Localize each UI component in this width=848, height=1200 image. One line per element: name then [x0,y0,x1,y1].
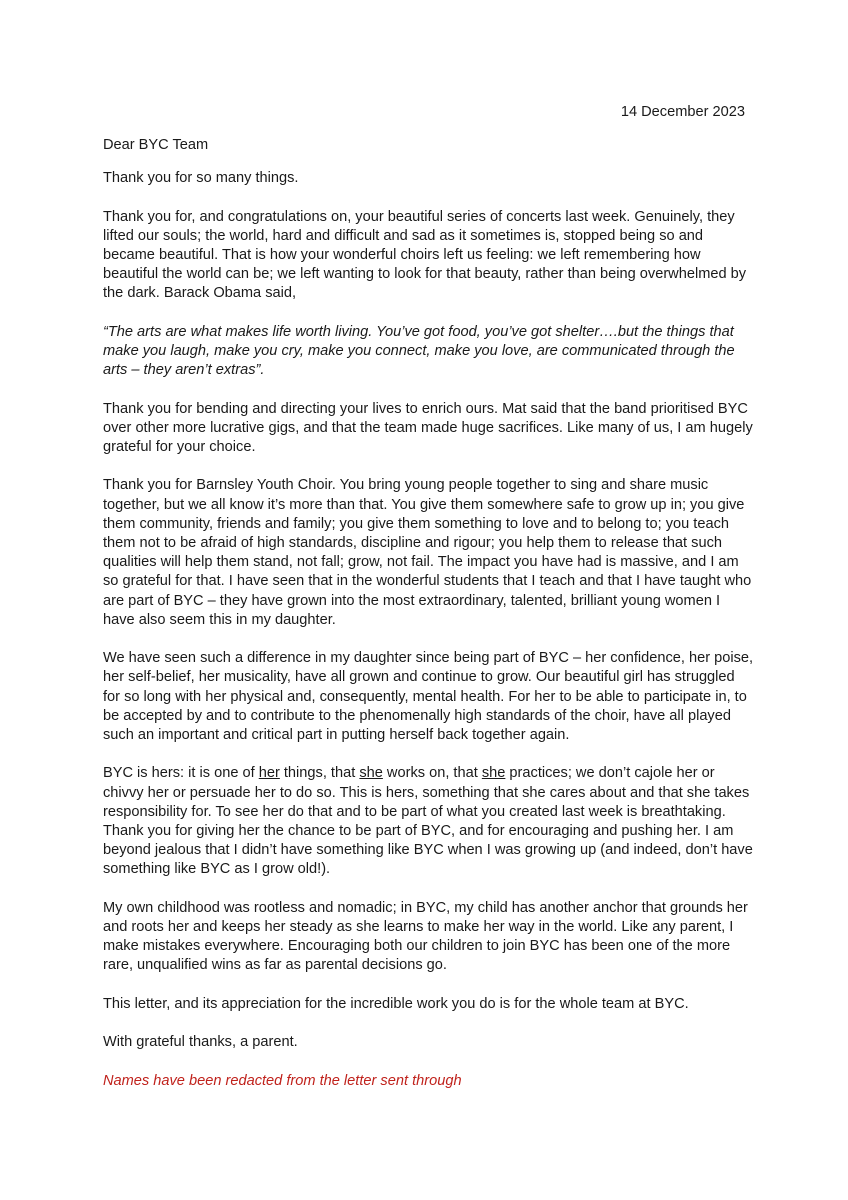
paragraph-4: Thank you for Barnsley Youth Choir. You bring young people together to sing and share music together, but we all know it’s more than that. You give them somewhere safe to grow up in; you give them community, friends and family; you give them something to love and to belong to; you teach them not to be afraid of high standards, discipline and rigour; you help them to release that such qualities will help them stand, not fall; grow, not fail. The impact you have had is massive, and I am so grateful for that. I have seen that in the wonderful students that I teach and that I have taught who are part of BYC – they have grown into the most extraordinary, talented, brilliant young women I have also seem this in my daughter. [103,477,752,628]
paragraph-6-part-a: BYC is hers: it is one of [103,765,259,782]
paragraph-5: We have seen such a difference in my daughter since being part of BYC – her confidence, her poise, her self-belief, her musicality, have all grown and continue to grow. Our beautiful girl has struggled for so long with her physical and, consequently, mental health. For her to be able to participate in, to be accepted by and to contribute to the phenomenally high standards of the choir, have all played such an important and critical part in putting herself back together again. [103,650,754,744]
underlined-she-1: she [359,765,383,782]
sign-off: With grateful thanks, a parent. [103,1034,298,1051]
underlined-she-2: she [481,765,506,782]
paragraph-3: Thank you for bending and directing your lives to enrich ours. Mat said that the band prioritised BYC over other more lucrative gigs, and that the team made huge sacrifices. Like many of us, I am hugely grateful for your choice. [103,400,753,455]
letter-body [103,136,755,1110]
paragraph-6-part-c: works on, that [382,765,482,782]
paragraph-6-part-d: practices; we don’t cajole her or chivvy her or persuade her to do so. This is hers, something that she cares about and that she takes responsibility for. To see her do that and to be part of what you created last week is breathtaking. Thank you for giving her the chance to be part of BYC, and for encouraging and pushing her. I am beyond jealous that I didn’t have something like BYC when I was growing up (and indeed, don’t have something like BYC as I grow old!). [103,765,753,878]
paragraph-1: Thank you for so many things. [103,170,299,187]
salutation: Dear BYC Team [103,137,209,153]
underlined-her: her [258,765,280,782]
letter-date: 14 December 2023 [620,104,745,120]
obama-quote: “The arts are what makes life worth living. You’ve got food, you’ve got shelter….but the things that make you laugh, make you cry, make you connect, make you love, are communicated through the arts – they aren’t extras”. [103,323,735,379]
paragraph-7: My own childhood was rootless and nomadic; in BYC, my child has another anchor that grounds her and roots her and keeps her steady as she learns to make her way in the world. Like any parent, I make mistakes everywhere. Encouraging both our children to join BYC has been one of the more rare, unqualified wins as far as parental decisions go. [103,899,748,974]
paragraph-6-part-b: things, that [279,765,360,782]
paragraph-6 [103,764,755,879]
paragraph-2: Thank you for, and congratulations on, your beautiful series of concerts last week. Genuinely, they lifted our souls; the world, hard and difficult and sad as it sometimes is, stopped being so and became beautiful. That is how your wonderful choirs left us feeling: we left remembering how beautiful the world can be; we left wanting to look for that beauty, rather than being overwhelmed by the dark. Barack Obama said, [103,208,747,302]
paragraph-8: This letter, and its appreciation for the incredible work you do is for the whole team at BYC. [103,995,689,1012]
redaction-note: Names have been redacted from the letter sent through [103,1072,462,1089]
